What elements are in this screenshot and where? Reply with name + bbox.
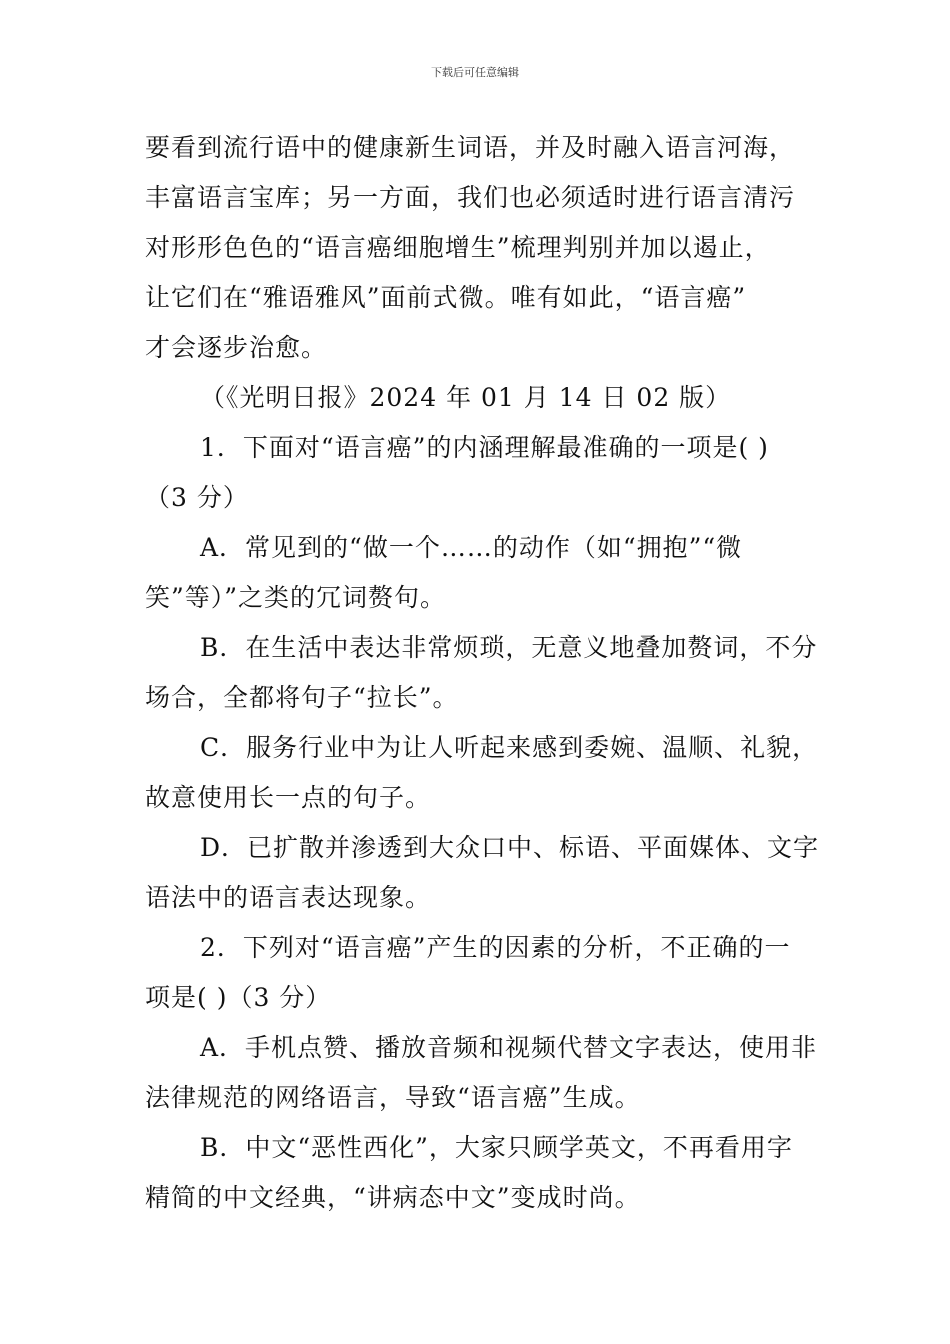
source-citation: （《光明日报》2024 年 01 月 14 日 02 版） xyxy=(200,383,732,412)
q1-option-c-cont: 故意使用长一点的句子。 xyxy=(145,783,432,812)
body-text-line: 让它们在“雅语雅风”面前式微。唯有如此，“语言癌” xyxy=(145,283,747,312)
q1-option-b-cont: 场合，全都将句子“拉长”。 xyxy=(145,683,459,712)
question-1-stem: 1．下面对“语言癌”的内涵理解最准确的一项是( ) xyxy=(200,433,769,462)
q2-option-a: A．手机点赞、播放音频和视频代替文字表达，使用非 xyxy=(200,1033,818,1062)
q1-option-a-cont: 笑”等）”之类的冗词赘句。 xyxy=(145,583,447,612)
q1-option-c: C．服务行业中为让人听起来感到委婉、温顺、礼貌， xyxy=(200,733,819,762)
q1-option-b: B．在生活中表达非常烦琐，无意义地叠加赘词，不分 xyxy=(200,633,818,662)
page-header: 下载后可任意编辑 xyxy=(431,66,519,79)
body-text-line: 要看到流行语中的健康新生词语，并及时融入语言河海， xyxy=(145,133,796,162)
body-text-line: 丰富语言宝库；另一方面，我们也必须适时进行语言清污 xyxy=(145,183,796,212)
question-1-points: （3 分） xyxy=(145,483,249,512)
q2-option-b-cont: 精简的中文经典，“讲病态中文”变成时尚。 xyxy=(145,1183,641,1212)
q1-option-d: D．已扩散并渗透到大众口中、标语、平面媒体、文字 xyxy=(200,833,820,862)
q2-option-b: B．中文“恶性西化”，大家只顾学英文，不再看用字 xyxy=(200,1133,793,1162)
q1-option-a: A．常见到的“做一个……的动作（如“拥抱”“微 xyxy=(200,533,743,562)
question-2-stem-cont: 项是( )（3 分） xyxy=(145,983,332,1012)
body-text-line: 才会逐步治愈。 xyxy=(145,333,328,362)
q2-option-a-cont: 法律规范的网络语言，导致“语言癌”生成。 xyxy=(145,1083,641,1112)
q1-option-d-cont: 语法中的语言表达现象。 xyxy=(145,883,432,912)
body-text-line: 对形形色色的“语言癌细胞增生”梳理判别并加以遏止， xyxy=(145,233,771,262)
question-2-stem: 2．下列对“语言癌”产生的因素的分析，不正确的一 xyxy=(200,933,791,962)
